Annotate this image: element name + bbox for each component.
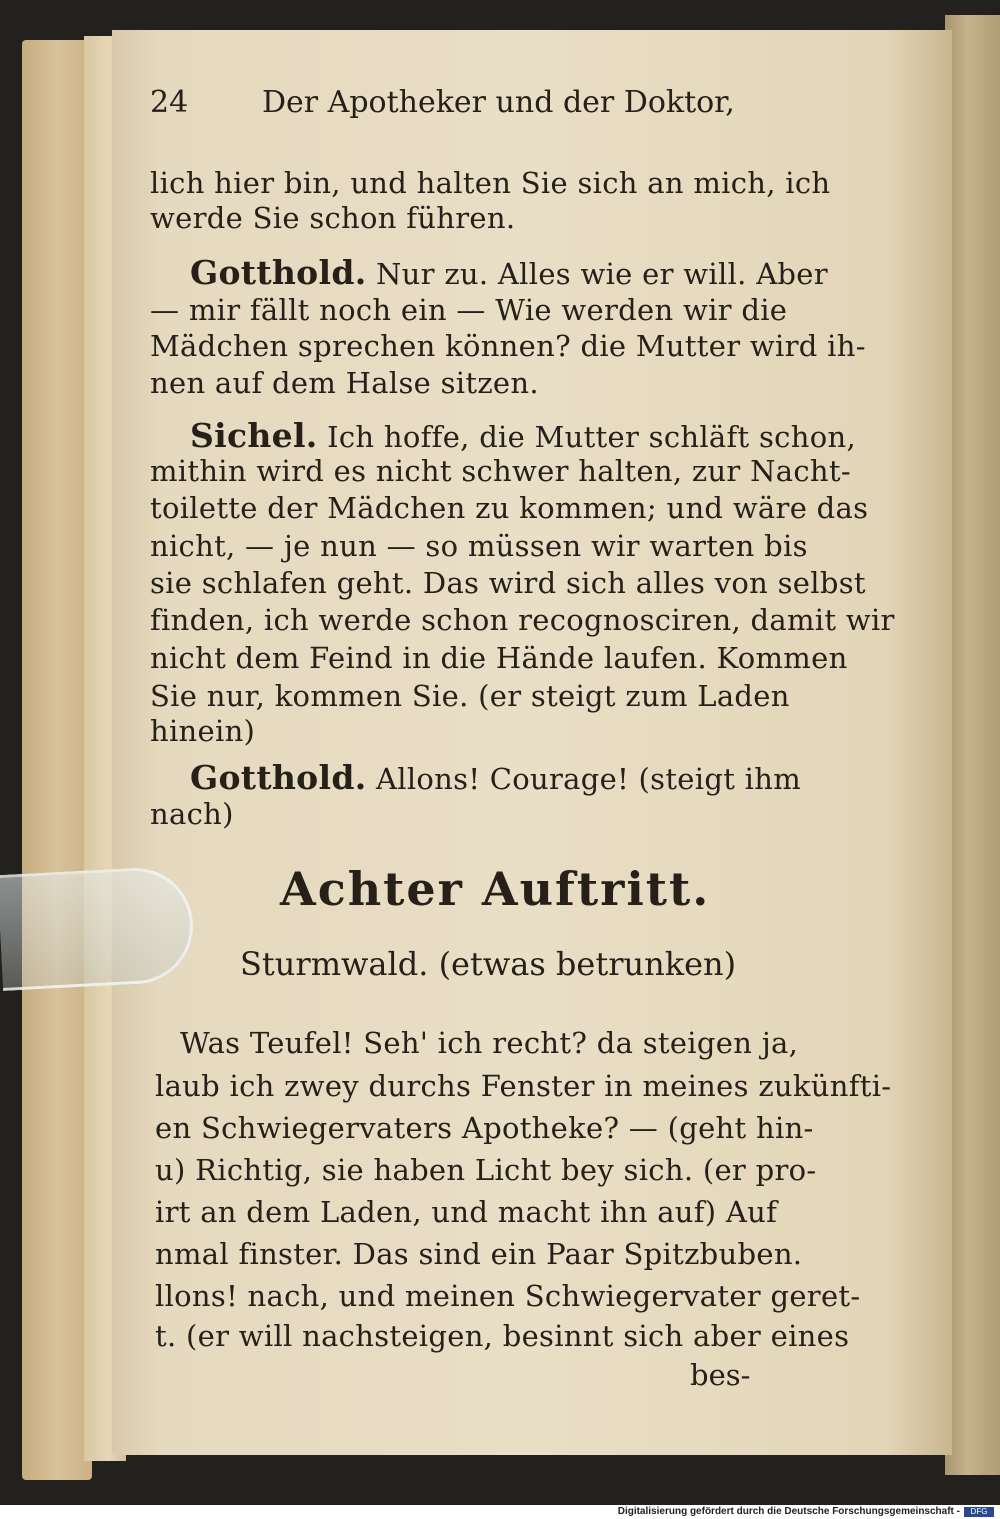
text-line: irt an dem Laden, und macht ihn auf) Auf <box>155 1195 778 1229</box>
footer-credit: Digitalisierung gefördert durch die Deutsche Forschungsgemeinschaft - <box>617 1506 960 1517</box>
line-text: lich hier bin, und halten Sie sich an mich, ich <box>150 166 831 200</box>
line-text: — mir fällt noch ein — Wie werden wir die <box>150 293 788 327</box>
facing-page-edge <box>945 15 1000 1475</box>
line-text: nicht dem Feind in die Hände laufen. Kommen <box>150 641 848 675</box>
text-line <box>150 796 234 832</box>
text-line <box>190 255 828 292</box>
line-text: toilette der Mädchen zu kommen; und wäre das <box>150 491 869 525</box>
text-line: t. (er will nachsteigen, besinnt sich aber eines <box>155 1319 850 1353</box>
line-text: nicht, — je nun — so müssen wir warten bis <box>150 529 808 563</box>
text-line <box>150 565 866 601</box>
line-text: nach) <box>150 797 234 831</box>
scene-subtitle: Sturmwald. (etwas betrunken) <box>240 945 737 983</box>
text-line <box>150 713 255 749</box>
text-line <box>190 418 856 455</box>
scene-title: Achter Auftritt. <box>280 862 711 916</box>
speaker-name: Sichel. <box>190 416 318 455</box>
text-line: llons! nach, und meinen Schwiegervater geret- <box>155 1279 861 1313</box>
page-holder-clip <box>0 865 196 991</box>
text-line <box>150 453 851 489</box>
text-line: u) Richtig, sie haben Licht bey sich. (er pro- <box>155 1153 817 1187</box>
line-text: nen auf dem Halse sitzen. <box>150 366 539 400</box>
text-line <box>150 490 868 526</box>
line-text: Ich hoffe, die Mutter schläft schon, <box>317 420 856 454</box>
text-line: laub ich zwey durchs Fenster in meines zukünfti- <box>155 1069 892 1103</box>
line-text: werde Sie schon führen. <box>150 201 516 235</box>
running-head: Der Apotheker und der Doktor, <box>262 85 735 120</box>
line-text: Mädchen sprechen können? die Mutter wird ih- <box>150 329 866 363</box>
text-line <box>150 328 866 364</box>
catchword: bes- <box>690 1358 751 1392</box>
text-line: nmal finster. Das sind ein Paar Spitzbuben. <box>155 1237 803 1271</box>
text-line <box>150 528 808 564</box>
text-line: en Schwiegervaters Apotheke? — (geht hin- <box>155 1111 814 1145</box>
text-line <box>150 640 848 676</box>
text-line <box>190 760 801 797</box>
text-line <box>150 365 539 401</box>
text-line: Was Teufel! Seh' ich recht? da steigen ja, <box>180 1026 799 1060</box>
line-text: sie schlafen geht. Das wird sich alles von selbst <box>150 566 866 600</box>
line-text: Allons! Courage! (steigt ihm <box>366 762 802 796</box>
speaker-name: Gotthold. <box>190 758 367 797</box>
page-number: 24 <box>150 85 189 120</box>
text-line <box>150 165 830 201</box>
text-line <box>150 602 895 638</box>
text-line <box>150 292 787 328</box>
speaker-name: Gotthold. <box>190 253 367 292</box>
book-page-edges <box>22 40 92 1480</box>
dfg-logo: DFG <box>964 1507 994 1517</box>
line-text: Nur zu. Alles wie er will. Aber <box>366 257 828 291</box>
footer-bar <box>0 1505 1000 1519</box>
text-line <box>150 678 790 714</box>
line-text: Sie nur, kommen Sie. (er steigt zum Laden <box>150 679 790 713</box>
text-line <box>150 200 515 236</box>
line-text: mithin wird es nicht schwer halten, zur Nacht- <box>150 454 851 488</box>
line-text: finden, ich werde schon recognosciren, damit wir <box>150 603 895 637</box>
line-text: hinein) <box>150 714 256 748</box>
